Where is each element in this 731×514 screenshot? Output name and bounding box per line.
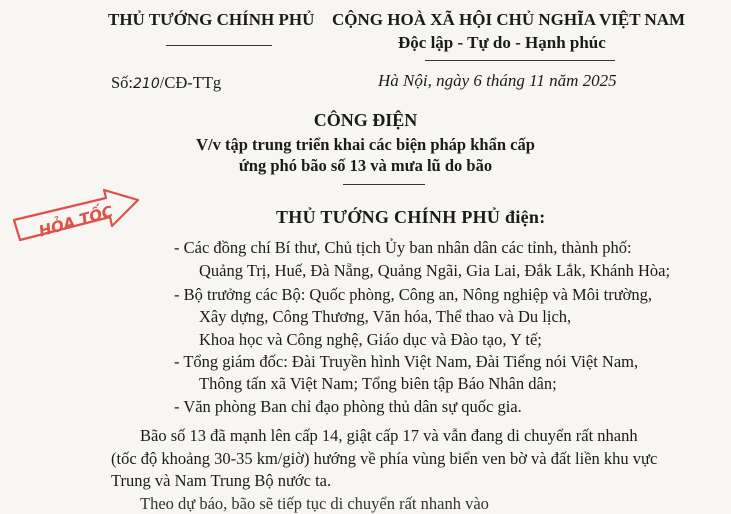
title-underline: [343, 184, 425, 185]
motto-underline: [425, 60, 615, 61]
doc-number-handwritten: 210: [133, 76, 160, 92]
body-line: Theo dự báo, bão sẽ tiếp tục di chuyển rất nhanh vào: [140, 494, 489, 513]
document-type: CÔNG ĐIỆN: [313, 110, 418, 130]
recipient-line: Xây dựng, Công Thương, Văn hóa, Thể thao và Du lịch,: [199, 307, 572, 326]
recipient-line: Quảng Trị, Huế, Đà Nẵng, Quảng Ngãi, Gia Lai, Đắk Lắk, Khánh Hòa;: [199, 261, 671, 280]
doc-number-suffix: /CĐ-TTg: [159, 73, 222, 92]
recipient-line: Thông tấn xã Việt Nam; Tổng biên tập Báo Nhân dân;: [199, 374, 557, 393]
national-motto: Độc lập - Tự do - Hạnh phúc: [398, 33, 606, 52]
recipient-line: - Tổng giám đốc: Đài Truyền hình Việt Nam, Đài Tiếng nói Việt Nam,: [174, 352, 639, 371]
doc-number-prefix: Số:: [111, 73, 134, 92]
issuer-name: THỦ TƯỚNG CHÍNH PHỦ: [108, 10, 315, 29]
recipient-line: - Bộ trưởng các Bộ: Quốc phòng, Công an, Nông nghiệp và Môi trường,: [174, 285, 653, 304]
subject-line-1: V/v tập trung triển khai các biện pháp khẩn cấp: [196, 135, 535, 154]
urgent-stamp: [8, 186, 142, 248]
issuer-underline: [166, 45, 272, 46]
document-number: [111, 73, 221, 93]
body-line: Trung và Nam Trung Bộ nước ta.: [111, 471, 332, 490]
nation-name: CỘNG HOÀ XÃ HỘI CHỦ NGHĨA VIỆT NAM: [332, 10, 686, 29]
recipient-line: Khoa học và Công nghệ, Giáo dục và Đào tạo, Y tế;: [199, 330, 542, 349]
place-and-date: Hà Nội, ngày 6 tháng 11 năm 2025: [378, 71, 617, 90]
recipient-line: - Văn phòng Ban chỉ đạo phòng thủ dân sự quốc gia.: [174, 397, 522, 416]
recipient-line: - Các đồng chí Bí thư, Chủ tịch Ủy ban nhân dân các tỉnh, thành phố:: [174, 238, 632, 257]
dispatch-heading: THỦ TƯỚNG CHÍNH PHỦ điện:: [276, 207, 546, 227]
stamp-text: HỎA TỐC: [36, 202, 115, 241]
body-line: Bão số 13 đã mạnh lên cấp 14, giật cấp 17 và vẫn đang di chuyển rất nhanh: [140, 426, 638, 445]
subject-line-2: ứng phó bão số 13 và mưa lũ do bão: [238, 156, 493, 175]
body-line: (tốc độ khoảng 30-35 km/giờ) hướng về phía vùng biển ven bờ và đất liền khu vực: [111, 449, 658, 468]
